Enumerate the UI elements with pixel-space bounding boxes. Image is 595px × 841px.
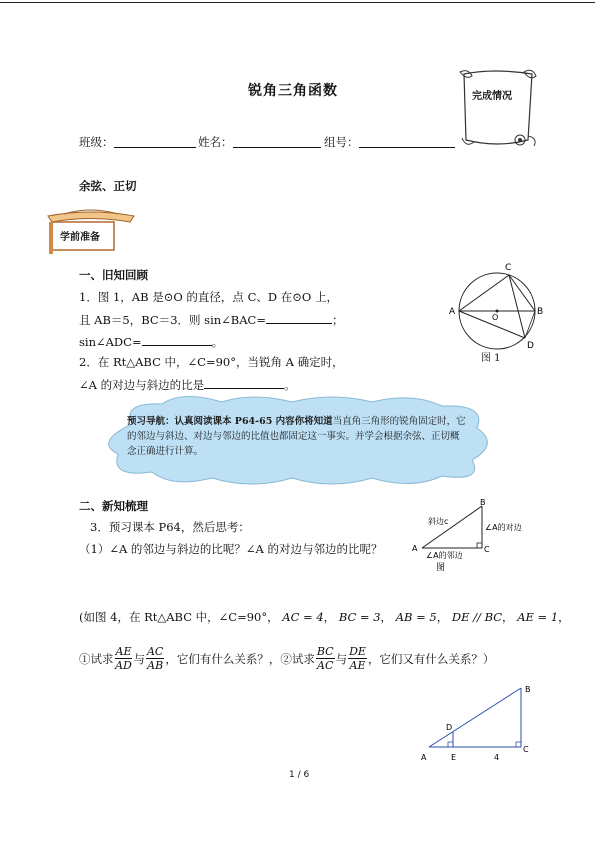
fig4-label-a: A: [421, 753, 427, 762]
q3-sub1: （1）∠A 的邻边与斜边的比呢？∠A 的对边与邻边的比呢？: [79, 542, 383, 556]
class-label: 班级：: [79, 135, 114, 149]
group-label: 组号：: [324, 135, 359, 149]
fig1-label-a: A: [449, 307, 456, 317]
preview-nav-bold: 预习导航：认真阅读课本 P64-65 内容你将知道: [127, 416, 333, 427]
right-triangle-figure: [408, 498, 528, 574]
section-heading: 余弦、正切: [79, 179, 137, 193]
new-knowledge-heading: 二、新知梳理: [79, 499, 148, 513]
ratio-blank[interactable]: [204, 376, 284, 389]
q2-line1: 2．在 Rt△ABC 中，∠C=90°，当锐角 A 确定时，: [79, 355, 344, 369]
fig1-label-o: O: [492, 313, 499, 322]
tri-label-b: B: [480, 498, 486, 507]
group-field[interactable]: [359, 135, 455, 148]
q1-line3-end: 。: [211, 335, 224, 349]
task1-label: ①试求: [79, 651, 114, 666]
ac-value: AC = 4: [282, 610, 324, 624]
page-number: 1 / 6: [289, 770, 310, 780]
preview-cloud-text: [127, 414, 467, 459]
frac3-den: AC: [317, 659, 334, 672]
example-line1: (如图 4，在 Rt△ABC 中，∠C=90°， AC = 4， BC = 3， AB = 5， DE // BC， AE = 1，: [79, 610, 570, 624]
frac4-den: AE: [349, 659, 366, 672]
q1-line3-text: sin∠ADC=: [79, 335, 142, 349]
name-field[interactable]: [233, 135, 321, 148]
q1-line2-text: 且 AB＝5，BC＝3．则 sin∠BAC=: [79, 313, 266, 327]
frac1-den: AD: [115, 659, 132, 672]
q2-line2-end: 。: [284, 378, 296, 392]
q1-line2: [79, 311, 343, 328]
fraction-ae-ad: [115, 645, 133, 672]
class-field[interactable]: [114, 135, 196, 148]
q1-line3: [79, 333, 223, 350]
example-prefix: (如图 4，在 Rt△ABC 中，∠C=90°，: [79, 610, 279, 624]
sin-bac-blank[interactable]: [266, 311, 332, 324]
adj-label: ∠A的邻边: [426, 551, 463, 560]
status-badge: 完成情况: [472, 91, 512, 102]
fig4-label-e: E: [451, 753, 457, 762]
fraction-bc-ac: [316, 645, 335, 672]
fig1-label-b: B: [537, 307, 544, 317]
scroll-badge: [454, 68, 540, 150]
tri-label-a: A: [412, 544, 418, 553]
fig4-label-c: C: [523, 745, 529, 754]
fig4-label-b: B: [525, 685, 531, 694]
frac2-num: AC: [146, 645, 164, 658]
with-2: 与: [335, 651, 348, 666]
fraction-de-ae: [348, 645, 367, 672]
bc-value: BC = 3: [338, 610, 381, 624]
task2-label: ，它们有什么关系？，②试求: [165, 651, 315, 666]
prep-badge-label: 学前准备: [60, 232, 100, 243]
preview-nav-body: 当直角三角形的锐角固定时，它的邻边与斜边、对边与邻边的比值也都固定这一事实。并学会根据余弦、正切概念正确进行计算。: [127, 416, 466, 457]
fig1-label-d: D: [527, 341, 534, 351]
fig4-length-label: 4: [494, 753, 500, 762]
q2-line2: [79, 376, 296, 393]
opp-label: ∠A的对边: [485, 523, 522, 532]
figure-1-caption: 图 1: [481, 353, 501, 364]
page-title: 锐角三角函数: [248, 83, 338, 99]
q2-line2-text: ∠A 的对边与斜边的比是: [79, 378, 205, 392]
review-heading: 一、旧知回顾: [79, 268, 148, 282]
fig4-label-d: D: [446, 723, 453, 732]
q1-line1: 1．图 1，AB 是⊙O 的直径，点 C、D 在⊙O 上，: [79, 290, 338, 304]
fig1-label-c: C: [505, 263, 512, 273]
sin-adc-blank[interactable]: [142, 333, 212, 346]
frac1-num: AE: [115, 645, 132, 658]
fraction-ac-ab: [146, 645, 164, 672]
with-1: 与: [133, 651, 145, 666]
top-rule: [0, 2, 595, 3]
q1-line2-end: ；: [331, 313, 344, 327]
q3-line: 3．预习课本 P64，然后思考：: [90, 520, 250, 534]
figure-4: [415, 680, 535, 766]
frac3-num: BC: [316, 645, 334, 658]
example-line2: [79, 645, 494, 672]
frac2-den: AB: [147, 659, 164, 672]
task-end: ，它们又有什么关系？）: [367, 651, 495, 666]
frac4-num: DE: [349, 645, 366, 658]
name-label: 姓名：: [198, 135, 233, 149]
ab-value: AB = 5: [395, 610, 437, 624]
de-parallel-bc: DE // BC: [451, 610, 503, 624]
ae-value: AE = 1: [517, 610, 559, 624]
tri-label-c: C: [484, 545, 490, 554]
tri-caption: 图: [436, 563, 446, 573]
hyp-label: 斜边c: [428, 517, 449, 526]
